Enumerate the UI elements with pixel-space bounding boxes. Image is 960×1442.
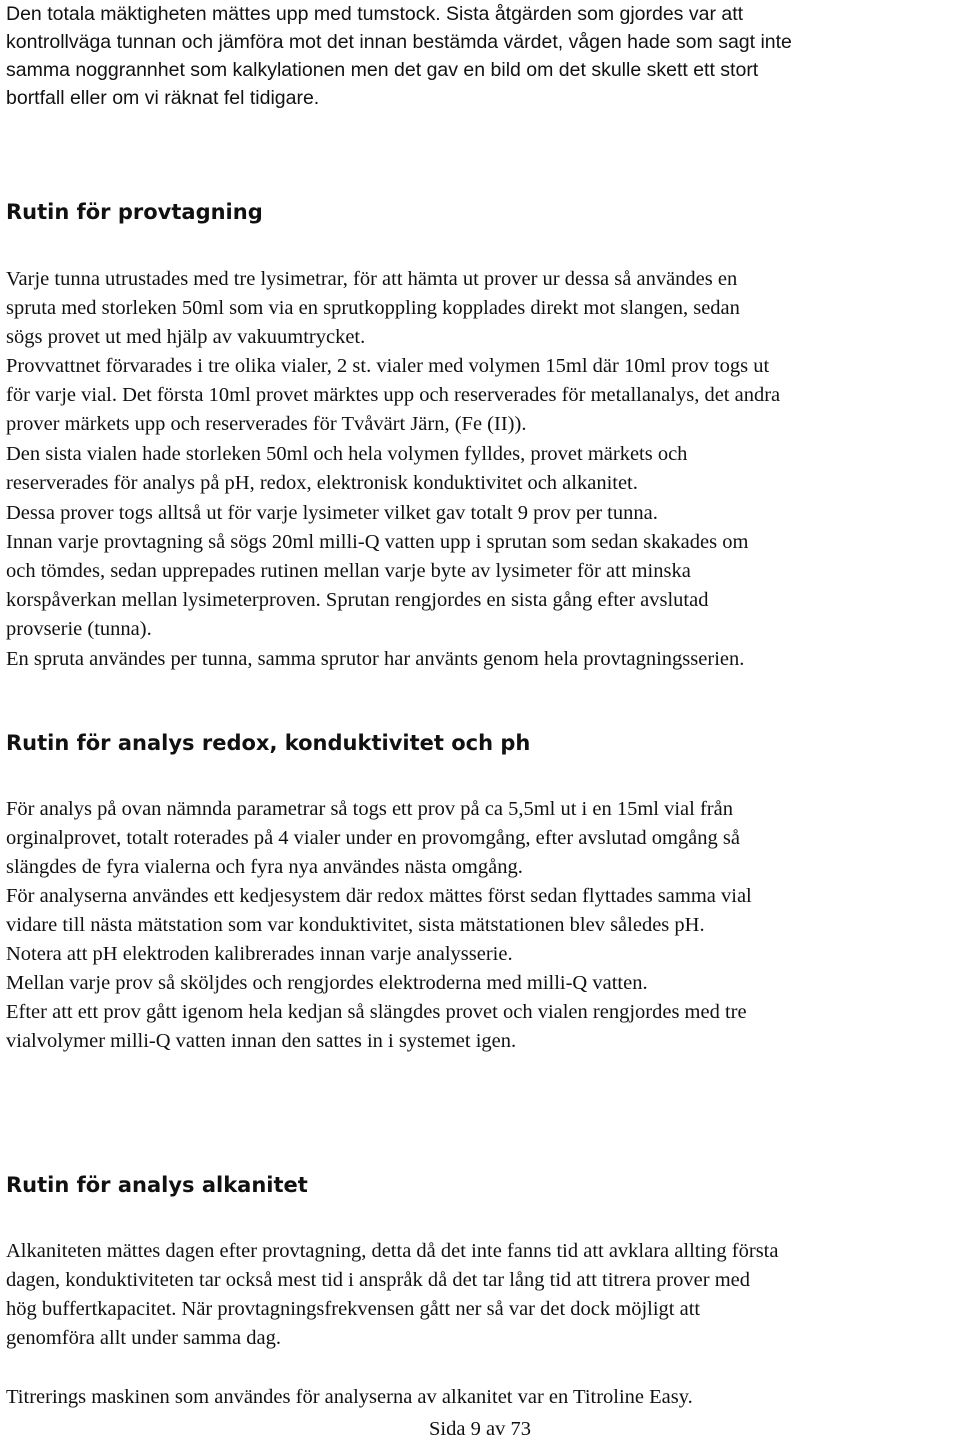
text-line: Den totala mäktigheten mättes upp med tumstock. Sista åtgärden som gjordes var att: [6, 3, 744, 25]
text-line: samma noggrannhet som kalkylationen men det gav en bild om det skulle skett ett stort: [6, 59, 759, 81]
text-line: spruta med storleken 50ml som via en sprutkoppling kopplades direkt mot slangen, sedan: [6, 297, 740, 319]
text-line: slängdes de fyra vialerna och fyra nya användes nästa omgång.: [6, 856, 523, 878]
text-line: för varje vial. Det första 10ml provet märktes upp och reserverades för metallanalys, det andra: [6, 384, 781, 406]
text-line: dagen, konduktiviteten tar också mest tid i anspråk då det tar lång tid att titrera prover med: [6, 1269, 751, 1291]
text-line: Varje tunna utrustades med tre lysimetrar, för att hämta ut prover ur dessa så användes en: [6, 268, 738, 290]
section-heading-redox: Rutin för analys redox, konduktivitet och ph: [6, 731, 531, 755]
text-line: Den sista vialen hade storleken 50ml och hela volymen fylldes, provet märkets och: [6, 443, 688, 465]
text-line: orginalprovet, totalt roterades på 4 vialer under en provomgång, efter avslutad omgång så: [6, 827, 740, 849]
text-line: bortfall eller om vi räknat fel tidigare.: [6, 87, 320, 109]
text-line: reserverades för analys på pH, redox, elektronisk konduktivitet och alkanitet.: [6, 472, 638, 494]
text-line: sögs provet ut med hjälp av vakuumtrycket.: [6, 326, 366, 348]
text-line: Innan varje provtagning så sögs 20ml milli-Q vatten upp i sprutan som sedan skakades om: [6, 531, 749, 553]
text-line: kontrollväga tunnan och jämföra mot det innan bestämda värdet, vågen hade som sagt inte: [6, 31, 792, 53]
text-line: och tömdes, sedan upprepades rutinen mellan varje byte av lysimeter för att minska: [6, 560, 691, 582]
text-line: vialvolymer milli-Q vatten innan den sattes in i systemet igen.: [6, 1030, 517, 1052]
text-line: hög buffertkapacitet. När provtagningsfrekvensen gått ner så var det dock möjligt att: [6, 1298, 701, 1320]
text-line: korspåverkan mellan lysimeterproven. Sprutan rengjordes en sista gång efter avslutad: [6, 589, 709, 611]
text-line: prover märkets upp och reserverades för Tvåvärt Järn, (Fe (II)).: [6, 413, 527, 435]
text-line: För analyserna användes ett kedjesystem där redox mättes först sedan flyttades samma vial: [6, 885, 752, 907]
section-heading-alkanitet: Rutin för analys alkanitet: [6, 1173, 308, 1197]
text-line: provserie (tunna).: [6, 618, 152, 640]
text-line: genomföra allt under samma dag.: [6, 1327, 281, 1349]
text-line: Titrerings maskinen som användes för analyserna av alkanitet var en Titroline Easy.: [6, 1386, 693, 1408]
text-line: För analys på ovan nämnda parametrar så togs ett prov på ca 5,5ml ut i en 15ml vial från: [6, 798, 733, 820]
page-number: Sida 9 av 73: [429, 1418, 531, 1440]
text-line: Notera att pH elektroden kalibrerades innan varje analysserie.: [6, 943, 513, 965]
text-line: Mellan varje prov så sköljdes och rengjordes elektroderna med milli-Q vatten.: [6, 972, 648, 994]
text-line: En spruta användes per tunna, samma sprutor har använts genom hela provtagningsserien.: [6, 648, 745, 670]
text-line: vidare till nästa mätstation som var konduktivitet, sista mätstationen blev således pH.: [6, 914, 705, 936]
text-line: Provvattnet förvarades i tre olika vialer, 2 st. vialer med volymen 15ml där 10ml prov togs ut: [6, 355, 770, 377]
text-line: Alkaniteten mättes dagen efter provtagning, detta då det inte fanns tid att avklara allting första: [6, 1240, 779, 1262]
text-line: Dessa prover togs alltså ut för varje lysimeter vilket gav totalt 9 prov per tunna.: [6, 502, 658, 524]
section-heading-provtagning: Rutin för provtagning: [6, 200, 263, 224]
text-line: Efter att ett prov gått igenom hela kedjan så slängdes provet och vialen rengjordes med tre: [6, 1001, 747, 1023]
